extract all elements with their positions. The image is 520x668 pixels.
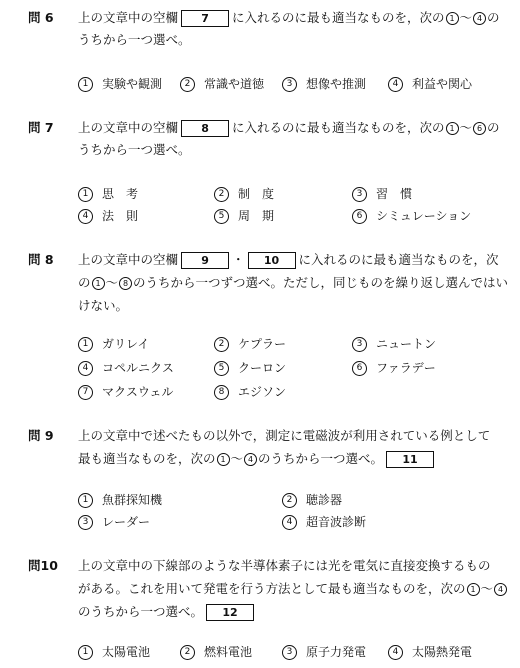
circled-number: 1 [217,453,230,466]
option-item: 2 燃料電池 [180,642,252,662]
answer-box-10: 10 [248,252,296,269]
option-item: 2 ケプラー [214,334,286,354]
option-item: 5 クーロン [214,358,286,378]
q9-line1: 上の文章中で述べたもの以外で，測定に電磁波が利用されている例として [78,428,491,443]
q6-line2: うちから一つ選べ。 [78,32,191,47]
option-item: 3 想像や推測 [282,74,366,94]
answer-box-11: 11 [386,451,434,468]
circled-number: 4 [494,583,507,596]
q8-line2: の 1 〜 8 のうちから一つずつ選べ。ただし，同じものを繰り返し選んではい [78,275,509,290]
answer-box-7: 7 [181,10,229,27]
option-item: 4 太陽熱発電 [388,642,472,662]
circled-number: 1 [446,12,459,25]
option-item: 7 マクスウェル [78,382,173,402]
q9-line2: 最も適当なものを，次の 1 〜 4 のうちから一つ選べ。 11 [78,449,437,469]
circled-number: 1 [92,277,105,290]
circled-number: 6 [473,122,486,135]
q6-label: 問 6 [28,10,54,25]
option-item: 1 思 考 [78,184,138,204]
circled-number: 4 [244,453,257,466]
option-item: 1 太陽電池 [78,642,150,662]
option-item: 4 コペルニクス [78,358,174,378]
option-item: 2 常識や道徳 [180,74,264,94]
option-item: 2 制 度 [214,184,274,204]
q10-label: 問10 [28,558,58,573]
option-item: 4 超音波診断 [282,512,366,532]
option-item: 5 周 期 [214,206,274,226]
option-item: 6 ファラデー [352,358,436,378]
q10-line3: のうちから一つ選べ。 12 [78,602,257,622]
circled-number: 1 [446,122,459,135]
q7-label: 問 7 [28,120,54,135]
q8-line1: 上の文章中の空欄 9 ・ 10 に入れるのに最も適当なものを，次 [78,252,499,267]
option-item: 2 聴診器 [282,490,342,510]
option-item: 3 原子力発電 [282,642,366,662]
answer-box-8: 8 [181,120,229,137]
q8-label: 問 8 [28,252,54,267]
q7-line1: 上の文章中の空欄 8 に入れるのに最も適当なものを，次の 1 〜 6 の [78,120,500,135]
q6-line1: 上の文章中の空欄 7 に入れるのに最も適当なものを，次の 1 〜 4 の [78,10,500,25]
option-item: 3 ニュートン [352,334,436,354]
q9-label: 問 9 [28,428,54,443]
option-item: 3 習 慣 [352,184,412,204]
circled-number: 4 [473,12,486,25]
circled-number: 8 [119,277,132,290]
option-item: 1 実験や観測 [78,74,162,94]
option-item: 6 シミュレーション [352,206,471,226]
answer-box-9: 9 [181,252,229,269]
q10-line2: がある。これを用いて発電を行う方法として最も適当なものを，次の 1 〜 4 [78,579,508,599]
q7-line2: うちから一つ選べ。 [78,142,191,157]
circled-number: 1 [467,583,480,596]
option-item: 4 利益や関心 [388,74,472,94]
option-item: 3 レーダー [78,512,150,532]
answer-box-12: 12 [206,604,254,621]
q10-line1: 上の文章中の下線部のような半導体素子には光を電気に直接変換するもの [78,558,491,573]
option-item: 1 ガリレイ [78,334,149,354]
option-item: 1 魚群探知機 [78,490,162,510]
option-item: 8 エジソン [214,382,286,402]
q8-line3: けない。 [78,298,129,313]
option-item: 4 法 則 [78,206,138,226]
